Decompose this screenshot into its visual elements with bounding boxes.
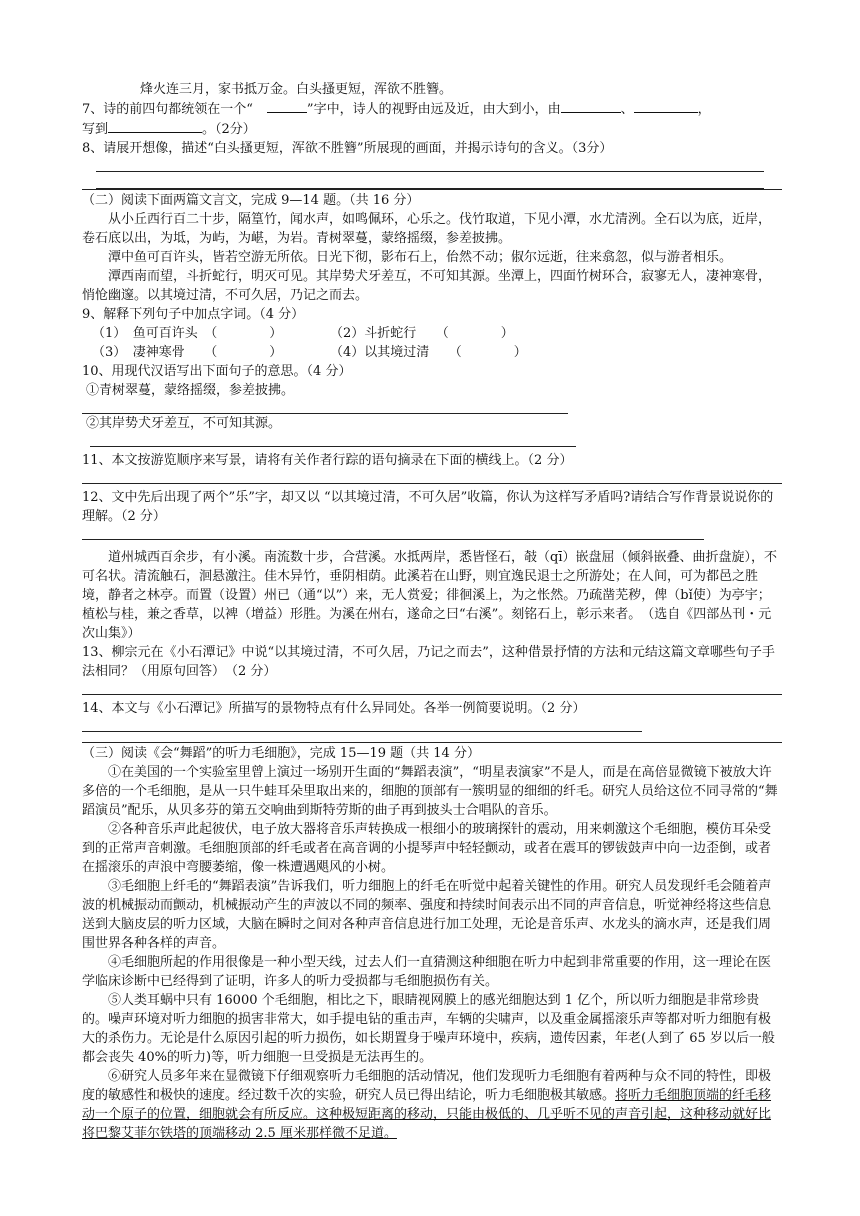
question-7-cont	[82, 119, 782, 139]
sec2-paragraph-4: 道州城西百余步，有小溪。南流数十步，合营溪。水抵两岸，悉皆怪石，攲（qī）嵌盘屈（倾斜嵌叠、曲折盘旋），不可名状。清流触石，洄悬激注。佳木异竹，垂阴相荫。此溪若在山野，则宜逸民退士之所游处；在人间，可为都邑之胜境，静者之林亭。而置（设置）州已（通“以”）来，无人赏爱；徘徊溪上，为之怅然。乃疏凿芜秽，俾（bǐ使）为亭宇；植松与桂，兼之香草，以裨（增益）形胜。为溪在州右，遂命之曰“右溪”。刻铭石上，彰示来者。 （选自《四部丛刊・元次山集》）	[82, 550, 777, 641]
q10-answer-line-1[interactable]	[82, 400, 568, 414]
sec3-paragraph-5: ⑤人类耳蜗中只有 16000 个毛细胞，相比之下，眼睛视网膜上的感光细胞达到 1 亿个，所以听力细胞是非常珍贵的。噪声环境对听力细胞的损害非常大，如手提电钻的重击声，车辆的尖啸声，以及重金属摇滚乐声等都对听力细胞有极大的杀伤力。无论是什么原因引起的听力损伤，如长期置身于噪声环境中，疾病，遗传因素，年老(人到了 65 岁以后一般都会丧失 40%的听力)等，听力细胞一旦受损是无法再生的。	[82, 993, 775, 1065]
sec3-paragraph-3: ③毛细胞上纤毛的“舞蹈表演”告诉我们，听力细胞上的纤毛在听觉中起着关键性的作用。研究人员发现纤毛会随着声波的机械振动而颤动，机械振动产生的声波以不同的频率、强度和持续时间表示出不同的声音信息，听觉神经将这些信息送到大脑皮层的听力区域，大脑在瞬时之间对各种声音信息进行加工处理，无论是音乐声、水龙头的滴水声，还是我们周围世界各种各样的声音。	[82, 879, 772, 951]
question-9: 9、解释下列句子中加点字词。（4 分）	[82, 307, 305, 322]
q14-answer-line[interactable]	[82, 718, 642, 732]
q10-answer-line-2[interactable]	[90, 433, 576, 447]
q13-answer-line[interactable]	[82, 681, 782, 695]
q10-sentence-2: ②其岸势犬牙差互，不可知其源。	[86, 416, 282, 431]
section-3-heading: （三）阅读《会“舞蹈”的听力毛细胞》，完成 15—19 题（共 14 分）	[82, 742, 782, 763]
q7-text-d: ，	[697, 102, 711, 117]
poem-line: 烽火连三月，家书抵万金。白头搔更短，浑欲不胜簪。	[140, 82, 453, 97]
q8-answer-line-1[interactable]	[96, 158, 764, 172]
exam-page	[82, 80, 782, 1143]
sec3-paragraph-2: ②各种音乐声此起彼伏，电子放大器将音乐声转换成一根细小的玻璃探针的震动，用来刺激这个毛细胞，模仿耳朵受到的正常声音刺激。毛细胞顶部的纤毛或者在高音调的小提琴声中轻轻颤动，或者在震耳的锣钹鼓声中向一边歪倒，或者在摇滚乐的声浪中弯腰萎缩，像一株遭遇飓风的小树。	[82, 822, 772, 875]
sec2-paragraph-2: 潭中鱼可百许头，皆若空游无所依。日光下彻，影布石上，佁然不动；俶尔远逝，往来翕忽，似与游者相乐。	[108, 250, 733, 265]
q7-text-a: 7、诗的前四句都统领在一个“	[82, 102, 253, 117]
sec3-paragraph-1: ①在美国的一个实验室里曾上演过一场别开生面的“舞蹈表演”，“明星表演家”不是人，而是在高倍显微镜下被放大许多倍的一个毛细胞，是从一只牛蛙耳朵里取出来的，细胞的顶部有一簇明显的细细的纤毛。研究人员给这位不同寻常的“舞蹈演员”配乐，从贝多芬的第五交响曲到斯特劳斯的曲子再到披头士合唱队的音乐。	[82, 765, 778, 818]
question-8: 8、请展开想像，描述“白头搔更短，浑欲不胜簪”所展现的画面，并揭示诗句的含义。（3分）	[82, 141, 613, 156]
sec3-p6-underlined: 将听力毛细胞顶端的纤毛移动一个原子的位置，细胞就会有所反应。这种极短距离的移动，只能由极低的、几乎听不见的声音引起，这种移动就好比将巴黎艾菲尔铁塔的顶端移动 2.5 厘米那样微不足道。	[82, 1088, 772, 1141]
q7-text-f: 。（2分）	[202, 122, 256, 137]
q7-text-b: ”字中，诗人的视野由远及近，由大到小，由	[306, 102, 561, 117]
question-14: 14、本文与《小石潭记》所描写的景物特点有什么异同处。各举一例简要说明。（2 分）	[82, 701, 586, 716]
question-13: 13、柳宗元在《小石潭记》中说“以其境过清，不可久居，乃记之而去”，这种借景抒情的方法和元结这篇文章哪些句子手法相同？（用原句回答） （2 分）	[82, 645, 775, 679]
q10-sentence-1: ①青树翠蔓，蒙络摇缀，参差披拂。	[86, 383, 295, 398]
q9-item-4: （4）以其境过清 （ ）	[330, 345, 527, 360]
section-2-heading: （二）阅读下面两篇文言文，完成 9—14 题。（共 16 分）	[82, 189, 782, 210]
q7-text-c: 、	[620, 102, 634, 117]
q7-blank-2[interactable]	[561, 99, 621, 113]
q9-item-1: （1） 鱼可百许头 （ ）	[92, 326, 283, 341]
question-7	[82, 99, 782, 119]
sec2-paragraph-1: 从小丘西行百二十步，隔篁竹，闻水声，如鸣佩环，心乐之。伐竹取道，下见小潭，水尤清洌。全石以为底，近岸，卷石底以出，为坻，为屿，为嵁，为岩。青树翠蔓，蒙络摇缀，参差披拂。	[82, 212, 772, 246]
q7-blank-3[interactable]	[634, 99, 698, 113]
question-10: 10、用现代汉语写出下面句子的意思。（4 分）	[82, 364, 352, 379]
q7-blank-1[interactable]	[267, 99, 307, 113]
q12-answer-line[interactable]	[82, 526, 704, 540]
q11-answer-line[interactable]	[82, 470, 782, 484]
q9-row-2	[82, 343, 782, 362]
q9-item-2: （2）斗折蛇行 （ ）	[330, 326, 514, 341]
sec3-paragraph-6	[82, 1067, 782, 1143]
q9-row-1	[82, 324, 782, 343]
sec3-p6-text: ⑥研究人员多年来在显微镜下仔细观察听力毛细胞的活动情况，他们发现听力毛细胞有着两种与众不同的特性，即极度的敏感性和极快的速度。经过数千次的实验，研究人员已得出结论，听力毛细胞极其敏感。	[82, 1069, 772, 1103]
q9-item-3: （3） 凄神寒骨 （ ）	[92, 345, 283, 360]
question-12: 12、文中先后出现了两个”乐”字，却又以 “以其境过清，不可久居”收篇，你认为这样写矛盾吗?请结合写作背景说说你的理解。（2 分）	[82, 490, 774, 524]
q7-blank-4[interactable]	[108, 119, 202, 133]
sec2-paragraph-3: 潭西南而望，斗折蛇行，明灭可见。其岸势犬牙差互，不可知其源。坐潭上，四面竹树环合，寂寥无人，凄神寒骨，悄怆幽邃。以其境过清，不可久居，乃记之而去。	[82, 269, 772, 303]
q8-answer-line-2[interactable]	[96, 175, 764, 189]
sec3-paragraph-4: ④毛细胞所起的作用很像是一种小型天线，过去人们一直猜测这种细胞在听力中起到非常重要的作用，这一理论在医学临床诊断中已经得到了证明，许多人的听力受损都与毛细胞损伤有关。	[82, 955, 772, 989]
q7-text-e: 写到	[82, 122, 109, 137]
question-11: 11、本文按游览顺序来写景，请将有关作者行踪的语句摘录在下面的横线上。（2 分）	[82, 453, 573, 468]
